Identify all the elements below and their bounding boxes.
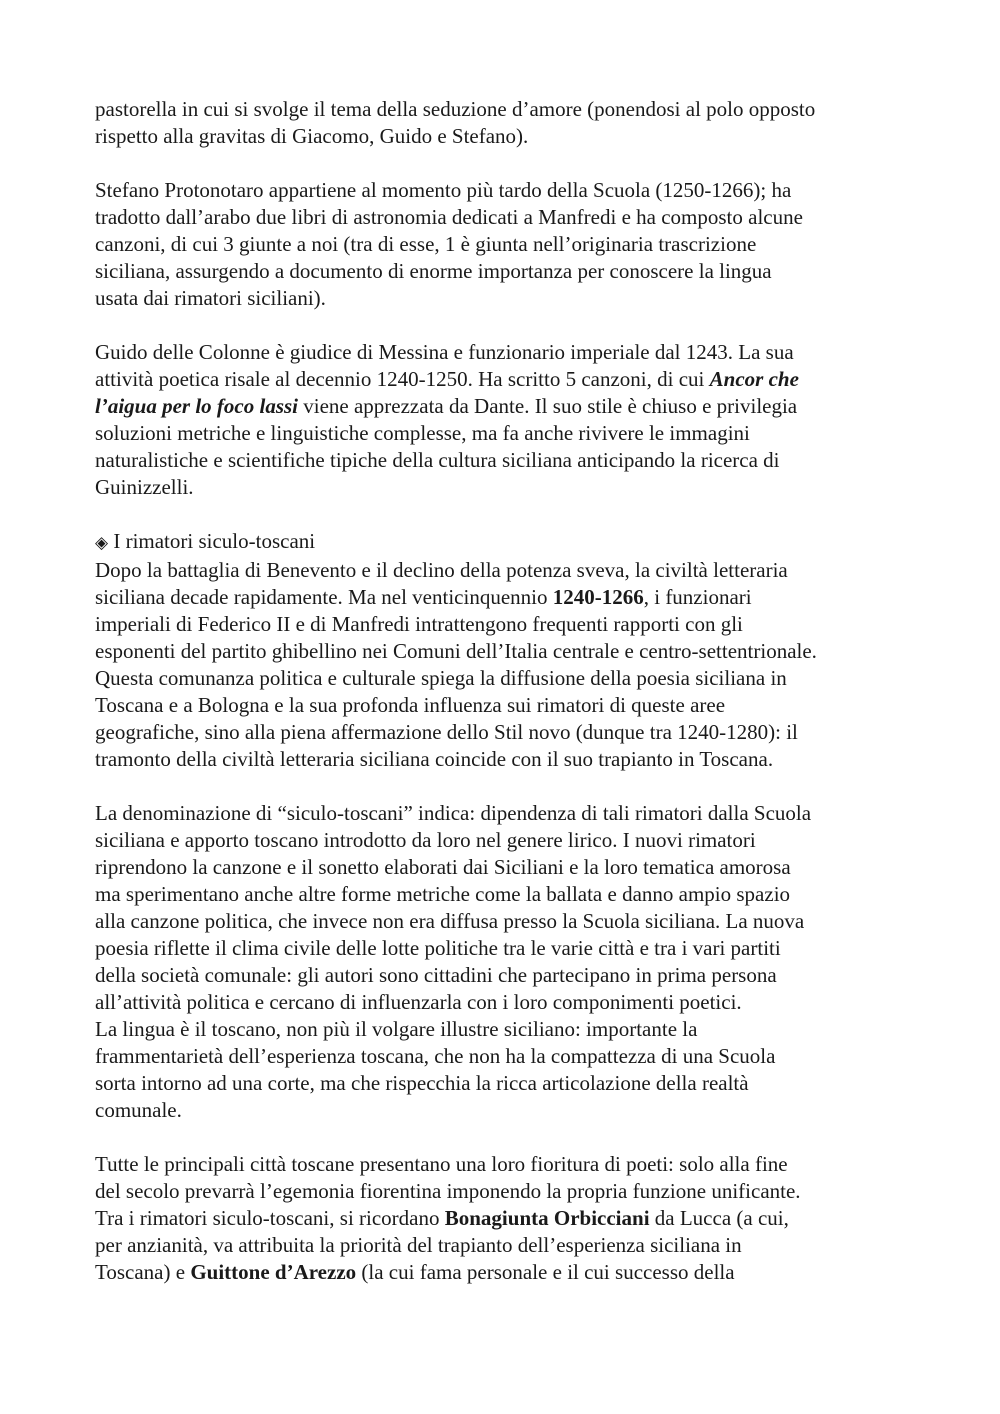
text-line: soluzioni metriche e linguistiche complesse, ma fa anche rivivere le immagini bbox=[95, 421, 750, 445]
text-line: poesia riflette il clima civile delle lotte politiche tra le varie città e tra i vari partiti bbox=[95, 936, 781, 960]
paragraph-spacer bbox=[95, 773, 915, 800]
text-line: frammentarietà dell’esperienza toscana, che non ha la compattezza di una Scuola bbox=[95, 1044, 776, 1068]
text-line: rispetto alla gravitas di Giacomo, Guido e Stefano). bbox=[95, 124, 529, 148]
text-line: esponenti del partito ghibellino nei Comuni dell’Italia centrale e centro-settentrionale. bbox=[95, 639, 817, 663]
text-line: per anzianità, va attribuita la priorità del trapianto dell’esperienza siciliana in bbox=[95, 1233, 742, 1257]
text-line: sorta intorno ad una corte, ma che rispecchia la ricca articolazione della realtà bbox=[95, 1071, 749, 1095]
bold-emphasis: Guittone d’Arezzo bbox=[190, 1260, 357, 1284]
text-line: Toscana e a Bologna e la sua profonda influenza sui rimatori di queste aree bbox=[95, 693, 726, 717]
text-line: siciliana, assurgendo a documento di enorme importanza per conoscere la lingua bbox=[95, 259, 772, 283]
diamond-bullet-icon: ◈ bbox=[95, 533, 109, 553]
text-line: imperiali di Federico II e di Manfredi intrattengono frequenti rapporti con gli bbox=[95, 612, 743, 636]
work-title-emphasis: l’aigua per lo foco lassi bbox=[95, 394, 298, 418]
text-run: da Lucca (a cui, bbox=[649, 1206, 789, 1230]
text-line: La denominazione di “siculo-toscani” indica: dipendenza di tali rimatori dalla Scuola bbox=[95, 801, 812, 825]
paragraph-spacer bbox=[95, 150, 915, 177]
paragraph-denominazione bbox=[95, 800, 915, 1124]
text-line: canzoni, di cui 3 giunte a noi (tra di esse, 1 è giunta nell’originaria trascrizione bbox=[95, 232, 757, 256]
text-line bbox=[95, 393, 915, 420]
text-run: viene apprezzata da Dante. Il suo stile è chiuso e privilegia bbox=[298, 394, 798, 418]
text-run: Toscana) e bbox=[95, 1260, 191, 1284]
paragraph-guido-delle-colonne bbox=[95, 339, 915, 501]
text-line: tramonto della civiltà letteraria siciliana coincide con il suo trapianto in Toscana. bbox=[95, 747, 774, 771]
document-body bbox=[95, 96, 915, 1286]
text-line: alla canzone politica, che invece non era diffusa presso la Scuola siciliana. La nuova bbox=[95, 909, 805, 933]
bold-emphasis: 1240-1266 bbox=[552, 585, 644, 609]
text-run: Tra i rimatori siculo-toscani, si ricordano bbox=[95, 1206, 445, 1230]
text-line: Stefano Protonotaro appartiene al momento più tardo della Scuola (1250-1266); ha bbox=[95, 178, 792, 202]
text-line bbox=[95, 1259, 915, 1286]
text-run: (la cui fama personale e il cui successo della bbox=[356, 1260, 735, 1284]
text-line: geografiche, sino alla piena affermazione dello Stil novo (dunque tra 1240-1280): il bbox=[95, 720, 798, 744]
text-line: Guinizzelli. bbox=[95, 475, 194, 499]
text-line: siciliana e apporto toscano introdotto da loro nel genere lirico. I nuovi rimatori bbox=[95, 828, 756, 852]
text-line: Guido delle Colonne è giudice di Messina e funzionario imperiale dal 1243. La sua bbox=[95, 340, 794, 364]
paragraph-benevento bbox=[95, 557, 915, 773]
text-line bbox=[95, 1205, 915, 1232]
text-run: , i funzionari bbox=[643, 585, 752, 609]
heading-text: I rimatori siculo-toscani bbox=[108, 529, 316, 553]
paragraph-stefano-protonotaro bbox=[95, 177, 915, 312]
paragraph-spacer bbox=[95, 1124, 915, 1151]
text-line bbox=[95, 584, 915, 611]
work-title-emphasis: Ancor che bbox=[709, 367, 799, 391]
text-line: Dopo la battaglia di Benevento e il declino della potenza sveva, la civiltà letteraria bbox=[95, 558, 788, 582]
text-line: ma sperimentano anche altre forme metriche come la ballata e danno ampio spazio bbox=[95, 882, 791, 906]
text-line: usata dai rimatori siciliani). bbox=[95, 286, 326, 310]
heading-line bbox=[95, 528, 915, 557]
text-line: naturalistiche e scientifiche tipiche della cultura siciliana anticipando la ricerca di bbox=[95, 448, 780, 472]
text-line: comunale. bbox=[95, 1098, 182, 1122]
bold-emphasis: Bonagiunta Orbicciani bbox=[444, 1206, 650, 1230]
text-line: La lingua è il toscano, non più il volgare illustre siciliano: importante la bbox=[95, 1017, 698, 1041]
text-run: attività poetica risale al decennio 1240-1250. Ha scritto 5 canzoni, di cui bbox=[95, 367, 710, 391]
paragraph-spacer bbox=[95, 501, 915, 528]
text-line: Tutte le principali città toscane presentano una loro fioritura di poeti: solo alla fine bbox=[95, 1152, 788, 1176]
text-line bbox=[95, 366, 915, 393]
paragraph-pastorella bbox=[95, 96, 915, 150]
text-line: del secolo prevarrà l’egemonia fiorentina imponendo la propria funzione unificante. bbox=[95, 1179, 801, 1203]
text-line: Questa comunanza politica e culturale spiega la diffusione della poesia siciliana in bbox=[95, 666, 787, 690]
text-line: tradotto dall’arabo due libri di astronomia dedicati a Manfredi e ha composto alcune bbox=[95, 205, 803, 229]
section-heading bbox=[95, 528, 915, 557]
text-line: all’attività politica e cercano di influenzarla con i loro componimenti poetici. bbox=[95, 990, 742, 1014]
paragraph-spacer bbox=[95, 312, 915, 339]
paragraph-citta-toscane bbox=[95, 1151, 915, 1286]
text-line: pastorella in cui si svolge il tema della seduzione d’amore (ponendosi al polo opposto bbox=[95, 97, 816, 121]
text-line: della società comunale: gli autori sono cittadini che partecipano in prima persona bbox=[95, 963, 777, 987]
text-line: riprendono la canzone e il sonetto elaborati dai Siciliani e la loro tematica amorosa bbox=[95, 855, 791, 879]
text-run: siciliana decade rapidamente. Ma nel venticinquennio bbox=[95, 585, 553, 609]
